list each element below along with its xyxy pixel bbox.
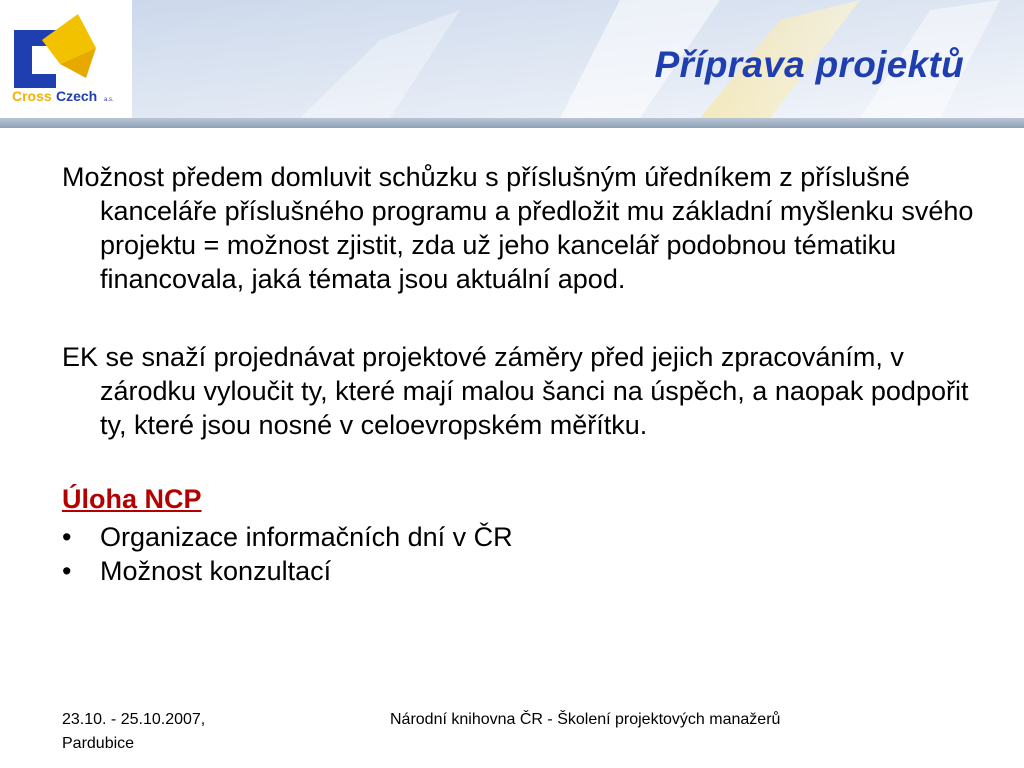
list-item xyxy=(62,520,982,554)
list-item-text: Organizace informačních dní v ČR xyxy=(100,522,513,552)
slide-header xyxy=(0,0,1024,118)
footer-event: Národní knihovna ČR - Školení projektových manažerů xyxy=(390,711,781,728)
bullet-icon: • xyxy=(62,556,72,586)
bullet-icon: • xyxy=(62,522,72,552)
logo-text-cross: Cross xyxy=(12,88,52,104)
header-divider xyxy=(0,118,1024,128)
list-item xyxy=(62,554,982,588)
list-item-text: Možnost konzultací xyxy=(100,556,332,586)
crossczech-logo xyxy=(0,0,132,118)
paragraph-consultation: Možnost předem domluvit schůzku s příslušným úředníkem z příslušné kanceláře příslušného programu a předložit mu základní myšlenku svého projektu = možnost zjistit, zda už jeho kancelář podobnou tématiku financovala, jaká témata jsou aktuální apod. xyxy=(62,162,974,294)
logo-mark-icon xyxy=(0,0,132,118)
ncp-heading: Úloha NCP xyxy=(62,484,202,514)
logo-text-czech: Czech xyxy=(56,88,98,104)
slide-title: Příprava projektů xyxy=(654,44,964,85)
footer-date: 23.10. - 25.10.2007, xyxy=(62,711,206,728)
logo-text-suffix: a.s. xyxy=(104,97,114,103)
paragraph-ek: EK se snaží projednávat projektové záměry před jejich zpracováním, v zárodku vyloučit ty, které mají malou šanci na úspěch, a naopak podpořit ty, které jsou nosné v celoevropském měřítku. xyxy=(62,342,969,440)
footer-date-place xyxy=(62,708,205,756)
slide-content xyxy=(62,160,982,588)
footer-place: Pardubice xyxy=(62,735,135,752)
